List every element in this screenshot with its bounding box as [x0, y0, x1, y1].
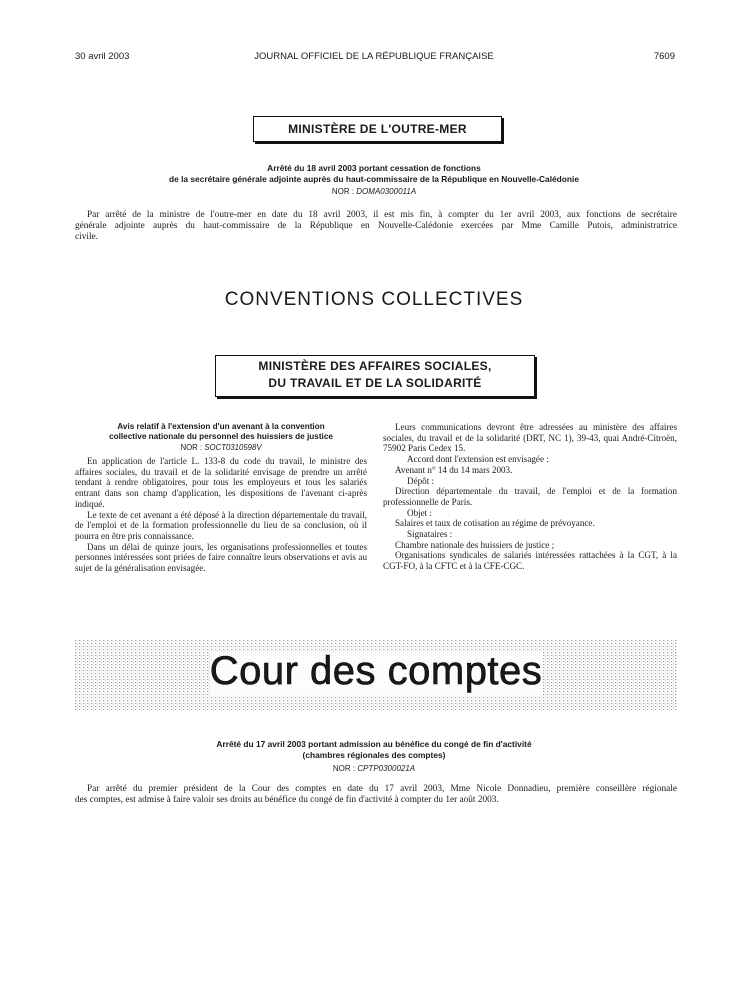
objet-text: Salaires et taux de cotisation au régime de prévoyance.: [395, 518, 595, 529]
avis-paragraph-2: Le texte de cet avenant a été déposé à la direction départementale du travail, de l'emploi et de la formation professionnelle du lieu de sa conclusion, où il pourra en être pris connaissance.: [75, 509, 367, 541]
depot-label: Dépôt :: [407, 475, 435, 486]
header-date: 30 avril 2003: [75, 51, 130, 62]
avis-title-line-2: collective nationale du personnel des huissiers de justice: [109, 432, 333, 441]
avis-nor-reference: [75, 443, 367, 452]
header-page-number: 7609: [653, 51, 675, 62]
cour-arrete-title-line-1: Arrêté du 17 avril 2003 portant admission au bénéfice du congé de fin d'activité: [216, 739, 532, 749]
outre-mer-body-line-1: Par arrêté de la ministre de l'outre-mer en date du 18 avril 2003, il est mis fin, à compter du 1er avril 2003, aux fonctions de secrétaire: [87, 210, 677, 220]
signataires-label: Signataires :: [407, 529, 453, 540]
outre-mer-arrete-body: [75, 210, 677, 244]
notice-left-column: [75, 422, 367, 574]
cour-arrete-title-line-2: (chambres régionales des comptes): [302, 750, 446, 760]
avis-nor-code: SOCT0310598V: [204, 443, 262, 452]
cour-nor-code: CPTP0300021A: [357, 764, 416, 773]
objet-label: Objet :: [407, 507, 433, 518]
cour-body-line-2: des comptes, est admise à faire valoir ses droits au bénéfice du congé de fin d'activité à compter du 1er août 2003.: [75, 795, 499, 806]
outre-mer-body-line-2: générale adjointe auprès du haut-commissaire de la République en Nouvelle-Calédonie exercées par Mme Camille Putois, administratrice: [75, 221, 677, 232]
section-title: CONVENTIONS COLLECTIVES: [224, 289, 524, 310]
arrete-title-line-1: Arrêté du 18 avril 2003 portant cessation de fonctions: [267, 163, 481, 173]
arrete-title-line-2: de la secrétaire générale adjointe auprès du haut-commissaire de la République en Nouvelle-Calédonie: [168, 174, 580, 184]
nor-reference: [0, 187, 748, 196]
avis-paragraph-3: Dans un délai de quinze jours, les organisations professionnelles et toutes personnes intéressées sont priées de faire connaître leurs observations et avis au sujet de la généralisation envisagée.: [75, 541, 367, 574]
outre-mer-body-line-3: civile.: [75, 232, 98, 243]
avis-paragraph-1: En application de l'article L. 133-8 du code du travail, le ministre des affaires sociales, du travail et de la solidarité envisage de prendre un arrêté tendant à rendre obligatoires, pour tous les employeurs et tous les salariés entrant dans son champ d'application, les dispositions de l'avenant ci-après indiqué.: [75, 456, 367, 509]
cour-body-line-1: Par arrêté du premier président de la Cour des comptes en date du 17 avril 2003, Mme Nicole Donnadieu, première conseillère régionale: [87, 784, 677, 794]
ministry-affaires-sociales-box: [215, 355, 535, 397]
header-journal-title: JOURNAL OFFICIEL DE LA RÉPUBLIQUE FRANÇAISE: [254, 51, 494, 62]
ministry-outre-mer-box: MINISTÈRE DE L'OUTRE-MER: [253, 116, 502, 142]
signataire-1: Chambre nationale des huissiers de justice ;: [395, 539, 555, 550]
signataire-2: Organisations syndicales de salariés intéressées rattachées à la CGT, à la CGT-FO, à la CFTC et à la CFE-CGC.: [383, 550, 677, 572]
avis-title-line-1: Avis relatif à l'extension d'un avenant à la convention: [117, 422, 325, 431]
cour-nor-reference: [0, 764, 748, 773]
communications-paragraph: Leurs communications devront être adressées au ministère des affaires sociales, du travail et de la solidarité (DRT, NC 1), 39-43, quai André-Citroën, 75902 Paris Cedex 15.: [383, 422, 677, 454]
avenant-line: Avenant n° 14 du 14 mars 2003.: [395, 464, 513, 475]
banner-title: Cour des comptes: [209, 649, 543, 693]
avis-nor-label: NOR :: [180, 443, 203, 452]
ministry-box-line-1: MINISTÈRE DES AFFAIRES SOCIALES,: [258, 359, 492, 373]
nor-code: DOMA0300011A: [356, 187, 417, 196]
cour-des-comptes-banner: [75, 640, 677, 710]
ministry-box-line-2: DU TRAVAIL ET DE LA SOLIDARITÉ: [268, 376, 482, 390]
notice-right-column: [383, 422, 677, 572]
nor-label: NOR :: [331, 187, 355, 196]
cour-nor-label: NOR :: [332, 764, 356, 773]
accord-label: Accord dont l'extension est envisagée :: [407, 454, 549, 465]
depot-text: Direction départementale du travail, de l'emploi et de la formation professionnelle de Paris.: [383, 486, 677, 507]
cour-arrete-body: [75, 784, 677, 806]
